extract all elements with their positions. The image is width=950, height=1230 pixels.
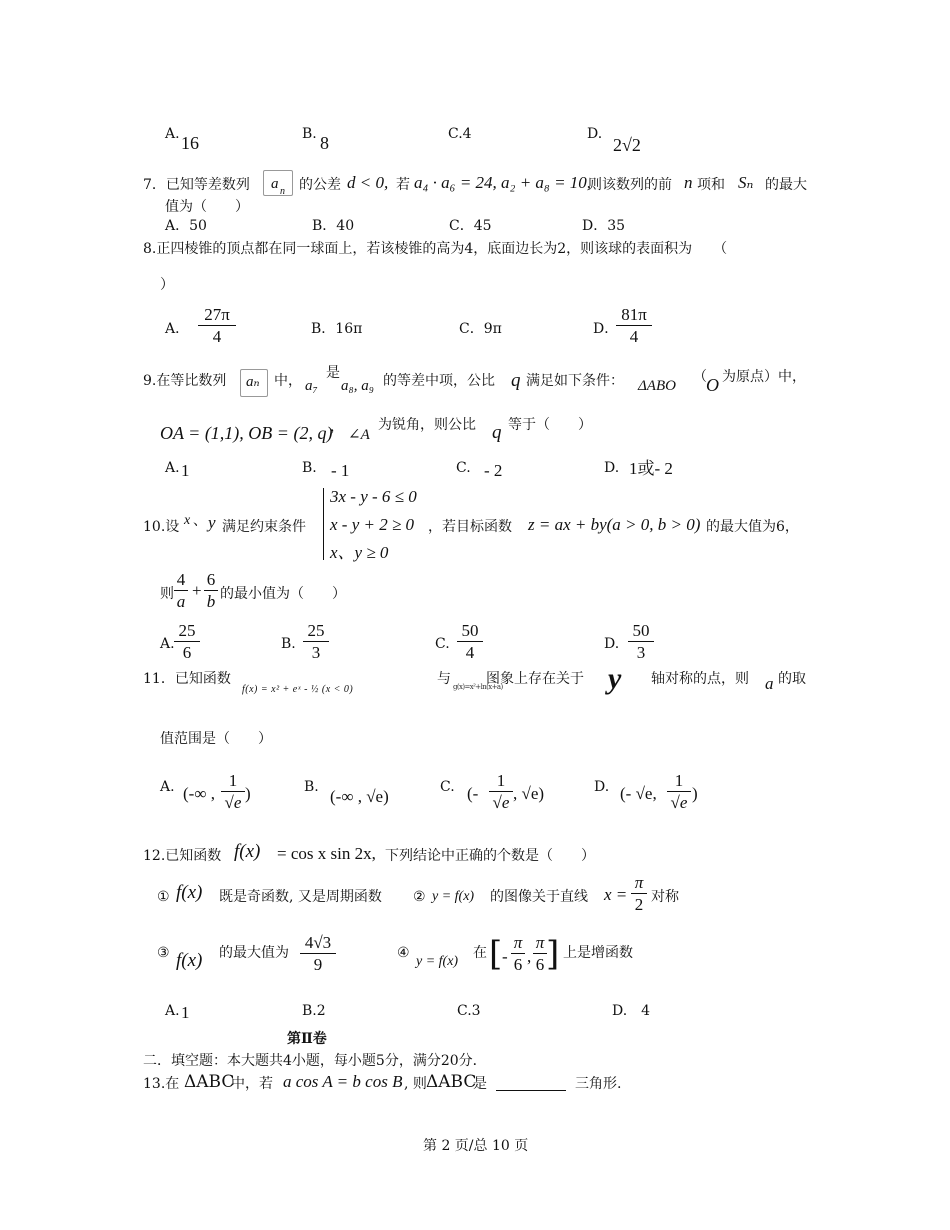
q7-seq-sub: n [280,186,285,197]
q7-text1: 的公差 [299,177,341,193]
q7-text4: 项和 [697,177,725,193]
q11-a: a [765,674,774,693]
q12-s1-text: 既是奇函数, 又是周期函数 [219,889,382,905]
q10-sep: 、 [193,513,207,529]
q10-option-a-fraction [174,621,200,664]
q6-option-c: C.4 [448,126,472,142]
q13-part-d: 是 [473,1076,487,1092]
q12-part1: 12.已知函数 [143,848,222,864]
q10-option-c-fraction [457,621,483,664]
q10-part6: 的最小值为（ ） [220,586,346,602]
q7-option-d: D．35 [582,218,626,234]
section-2-title: 第Ⅱ卷 [287,1031,327,1047]
q10-option-b-den: 3 [311,643,321,662]
q9-comma: ， [330,419,344,435]
q9-triangle: ΔABO [638,378,676,394]
q6-option-a-label: A. [165,126,180,142]
q9-angle: ∠A [348,427,370,443]
q9-part8: 为锐角，则公比 [378,417,476,433]
q11-y: y [608,662,622,695]
q11-part2: 与 [437,671,451,687]
q12-s2-mark: ② [413,889,426,905]
q10-option-b-label: B. [281,636,296,652]
q6-option-b-value: 8 [320,133,329,153]
q8-option-b: B．16π [311,321,363,337]
q11-option-c-label: C. [440,779,455,795]
q9-option-a-value: 1 [181,461,190,480]
q11-option-d-pre: (- √e, [620,784,657,803]
q11-part1: 11．已知函数 [143,671,231,687]
q12-s4-lo-fraction [511,933,525,976]
q12-s1-f: f(x) [176,882,203,903]
q11-option-a-num: 1 [221,771,245,792]
q11-option-a-den: √e [224,793,242,812]
q6-option-d-value: 2√2 [613,135,641,155]
q8-option-c: C．9π [459,321,502,337]
q13-answer-blank[interactable] [496,1076,566,1091]
q11-option-d-label: D. [594,779,610,795]
q9-part1: 9.在等比数列 [143,373,227,389]
q7-cond2: a₄ · a₆ = 24, a₂ + a₈ = 10, [414,173,592,192]
q11-option-a-label: A. [160,779,175,795]
q8-option-a-label: A． [165,321,190,337]
q10-constraint-2: x - y + 2 ≥ 0 [330,515,415,534]
q11-part3: 图象上存在关于 [486,671,584,687]
q12-s4-lbracket: [ [489,934,503,974]
q12-eq: = cos x sin 2x, [277,844,376,863]
q10-plus: + [192,581,202,600]
q12-s2-text: 的图像关于直线 [490,889,588,905]
q10-option-d-num: 50 [628,621,654,642]
q7-cond1: d < 0, [347,173,389,192]
q10-option-c-label: C. [435,636,450,652]
q6-option-a-value: 16 [181,133,199,153]
q12-s4-f: y = f(x) [416,954,459,969]
q10-x: x [184,513,191,528]
q7-option-c: C．45 [449,218,492,234]
q12-s2-num: π [631,873,647,894]
q9-vectors: OA = (1,1), OB = (2, q) [160,423,333,443]
q7-number: 7．已知等差数列 [143,177,250,193]
q11-option-a-post: ) [245,784,251,803]
q12-s4-comma: , [527,947,532,966]
q10-frac-4a-den: a [176,592,186,611]
q10-option-d-label: D. [604,636,620,652]
q6-option-b-label: B. [302,126,317,142]
q12-option-c: C.3 [457,1003,481,1019]
q11-option-a-fraction [221,771,245,814]
q10-frac-6b-den: b [206,592,216,611]
q12-s4-mark: ④ [397,945,410,961]
q12-s2-den: 2 [634,895,644,914]
page-footer: 第 2 页/总 10 页 [423,1138,529,1154]
q9-part2: 中， [274,373,302,389]
q9-option-c-label: C. [456,460,471,476]
q10-brace [323,488,324,560]
q10-option-d-den: 3 [636,643,646,662]
q8-option-a-num: 27π [198,305,236,326]
q12-option-a-label: A. [165,1003,180,1019]
q13-part-a: 13.在 [143,1076,180,1092]
q12-s4-lo-den: 6 [513,955,523,974]
q9-option-d-label: D. [604,460,620,476]
q10-part2: 满足约束条件 [222,519,306,535]
q9-q: q [511,370,521,391]
q12-s3-fraction [300,933,336,976]
q11-option-c-den: √e [492,793,510,812]
q11-option-c-fraction [489,771,513,814]
q10-option-a-label: A. [160,636,175,652]
q7-text3: 则该数列的前 [588,177,672,193]
q8-line2: ） [160,277,174,293]
q9-part5: 满足如下条件： [526,373,624,389]
q11-gx: g(x)=x²+ln(x+a) [453,683,503,691]
q7-seq: a [271,176,279,192]
q9-seq: aₙ [246,374,260,390]
q11-option-b-value: (-∞ , √e) [330,787,389,806]
q12-part2: 下列结论中正确的个数是（ ） [385,848,595,864]
q9-option-d-value: 1或- 2 [629,459,673,478]
q10-objective: z = ax + by(a > 0, b > 0) [528,515,701,534]
q11-line2: 值范围是（ ） [160,731,272,747]
q10-option-d-fraction [628,621,654,664]
q10-constraint-1: 3x - y - 6 ≤ 0 [330,487,417,506]
q12-s2-tail: 对称 [651,889,679,905]
q8-option-d-den: 4 [629,327,639,346]
q10-frac-6b [204,570,218,613]
q9-part6: （ [693,369,707,385]
q7-text2: 若 [396,177,410,193]
q10-option-b-num: 25 [303,621,329,642]
q10-part3: ，若目标函数 [428,519,512,535]
q13-part-c: , 则 [404,1076,427,1092]
q11-option-d-post: ) [692,784,698,803]
q11-option-b-label: B. [304,779,319,795]
q11-part5: 的取 [778,671,806,687]
q12-s3-f: f(x) [176,950,203,971]
q10-option-c-den: 4 [465,643,475,662]
q12-s4-hi-num: π [533,933,547,954]
q9-option-b-label: B. [302,460,317,476]
q13-equation: a cos A = b cos B [283,1072,403,1091]
q10-constraint-3: x、y ≥ 0 [330,543,389,562]
q12-s2-x: x = [604,885,628,904]
q12-s3-mark: ③ [157,945,170,961]
q13-triangle-2: ΔABC [426,1072,477,1092]
q8-option-a-fraction [198,305,236,348]
q7-sn: Sₙ [738,173,754,192]
q11-option-c-pre: (- [467,784,479,803]
q12-s1-mark: ① [157,889,170,905]
q12-s2-fraction [631,873,647,916]
q10-y: y [208,513,216,532]
q12-s3-text: 的最大值为 [219,945,289,961]
q9-option-a-label: A. [165,460,180,476]
q12-s4-text: 在 [473,945,487,961]
q7-option-a: A．50 [165,218,207,234]
q9-origin: O [706,375,719,395]
section-2-heading: 二．填空题：本大题共4小题，每小题5分，满分20分． [143,1053,487,1069]
q13-part-b: 中，若 [231,1076,273,1092]
q11-option-c-num: 1 [489,771,513,792]
q10-option-b-fraction [303,621,329,664]
q8-option-d-fraction [616,305,652,348]
q9-part9: 等于（ ） [508,417,592,433]
q12-s3-den: 9 [313,955,323,974]
q9-q2: q [492,422,502,443]
q10-frac-6b-num: 6 [204,570,218,591]
q9-option-b-value: - 1 [331,461,350,480]
q12-fx: f(x) [234,841,261,862]
q11-option-a-pre: (-∞ , [183,784,215,803]
q12-s4-tail: 上是增函数 [563,945,633,961]
q7-option-b: B．40 [312,218,355,234]
q12-s4-hi-den: 6 [535,955,545,974]
q9-a8a9: a₈, a₉ [341,378,374,394]
q12-option-d: D. 4 [612,1003,651,1019]
q6-option-d-label: D. [587,126,603,142]
q11-option-d-num: 1 [667,771,691,792]
q8-line1: 8.正四棱锥的顶点都在同一球面上，若该棱锥的高为4，底面边长为2，则该球的表面积为 （ [143,241,728,257]
q12-s4-lo-num: π [511,933,525,954]
q10-frac-4a [174,570,188,613]
q10-part1: 10.设 [143,519,180,535]
q11-option-d-den: √e [670,793,688,812]
q8-option-a-den: 4 [212,327,222,346]
q12-s2-f: y = f(x) [432,889,475,904]
q7-n: n [684,173,693,192]
q11-part4: 轴对称的点，则 [651,671,749,687]
q9-option-c-value: - 2 [484,461,503,480]
q12-s3-num: 4√3 [300,933,336,954]
q12-option-a-value: 1 [181,1003,190,1022]
q13-part-e: 三角形. [575,1076,622,1092]
q10-option-c-num: 50 [457,621,483,642]
q10-part4: 的最大值为6， [706,519,799,535]
q7-line2: 值为（ ） [165,199,249,215]
q8-option-d-num: 81π [616,305,652,326]
q10-option-a-num: 25 [174,621,200,642]
q12-s4-rbracket: ] [546,934,560,974]
q9-a7: a₇ [305,378,318,394]
q9-part7: 为原点）中， [722,369,806,385]
q7-text5: 的最大 [765,177,807,193]
q10-part5: 则 [160,586,174,602]
q10-option-a-den: 6 [182,643,192,662]
q12-s4-hi-fraction [533,933,547,976]
q8-option-d-label: D． [593,321,619,337]
q9-part4: 的等差中项，公比 [383,373,495,389]
q12-s4-lo-sign: - [502,947,508,966]
q13-triangle: ΔABC [184,1072,235,1092]
q11-option-d-fraction [667,771,691,814]
q10-frac-4a-num: 4 [174,570,188,591]
q12-option-b: B.2 [302,1003,326,1019]
q11-option-c-post: , √e) [513,784,545,803]
q9-part3: 是 [326,365,340,381]
q11-fx: f(x) = x² + eˣ - ½ (x < 0) [242,684,354,695]
